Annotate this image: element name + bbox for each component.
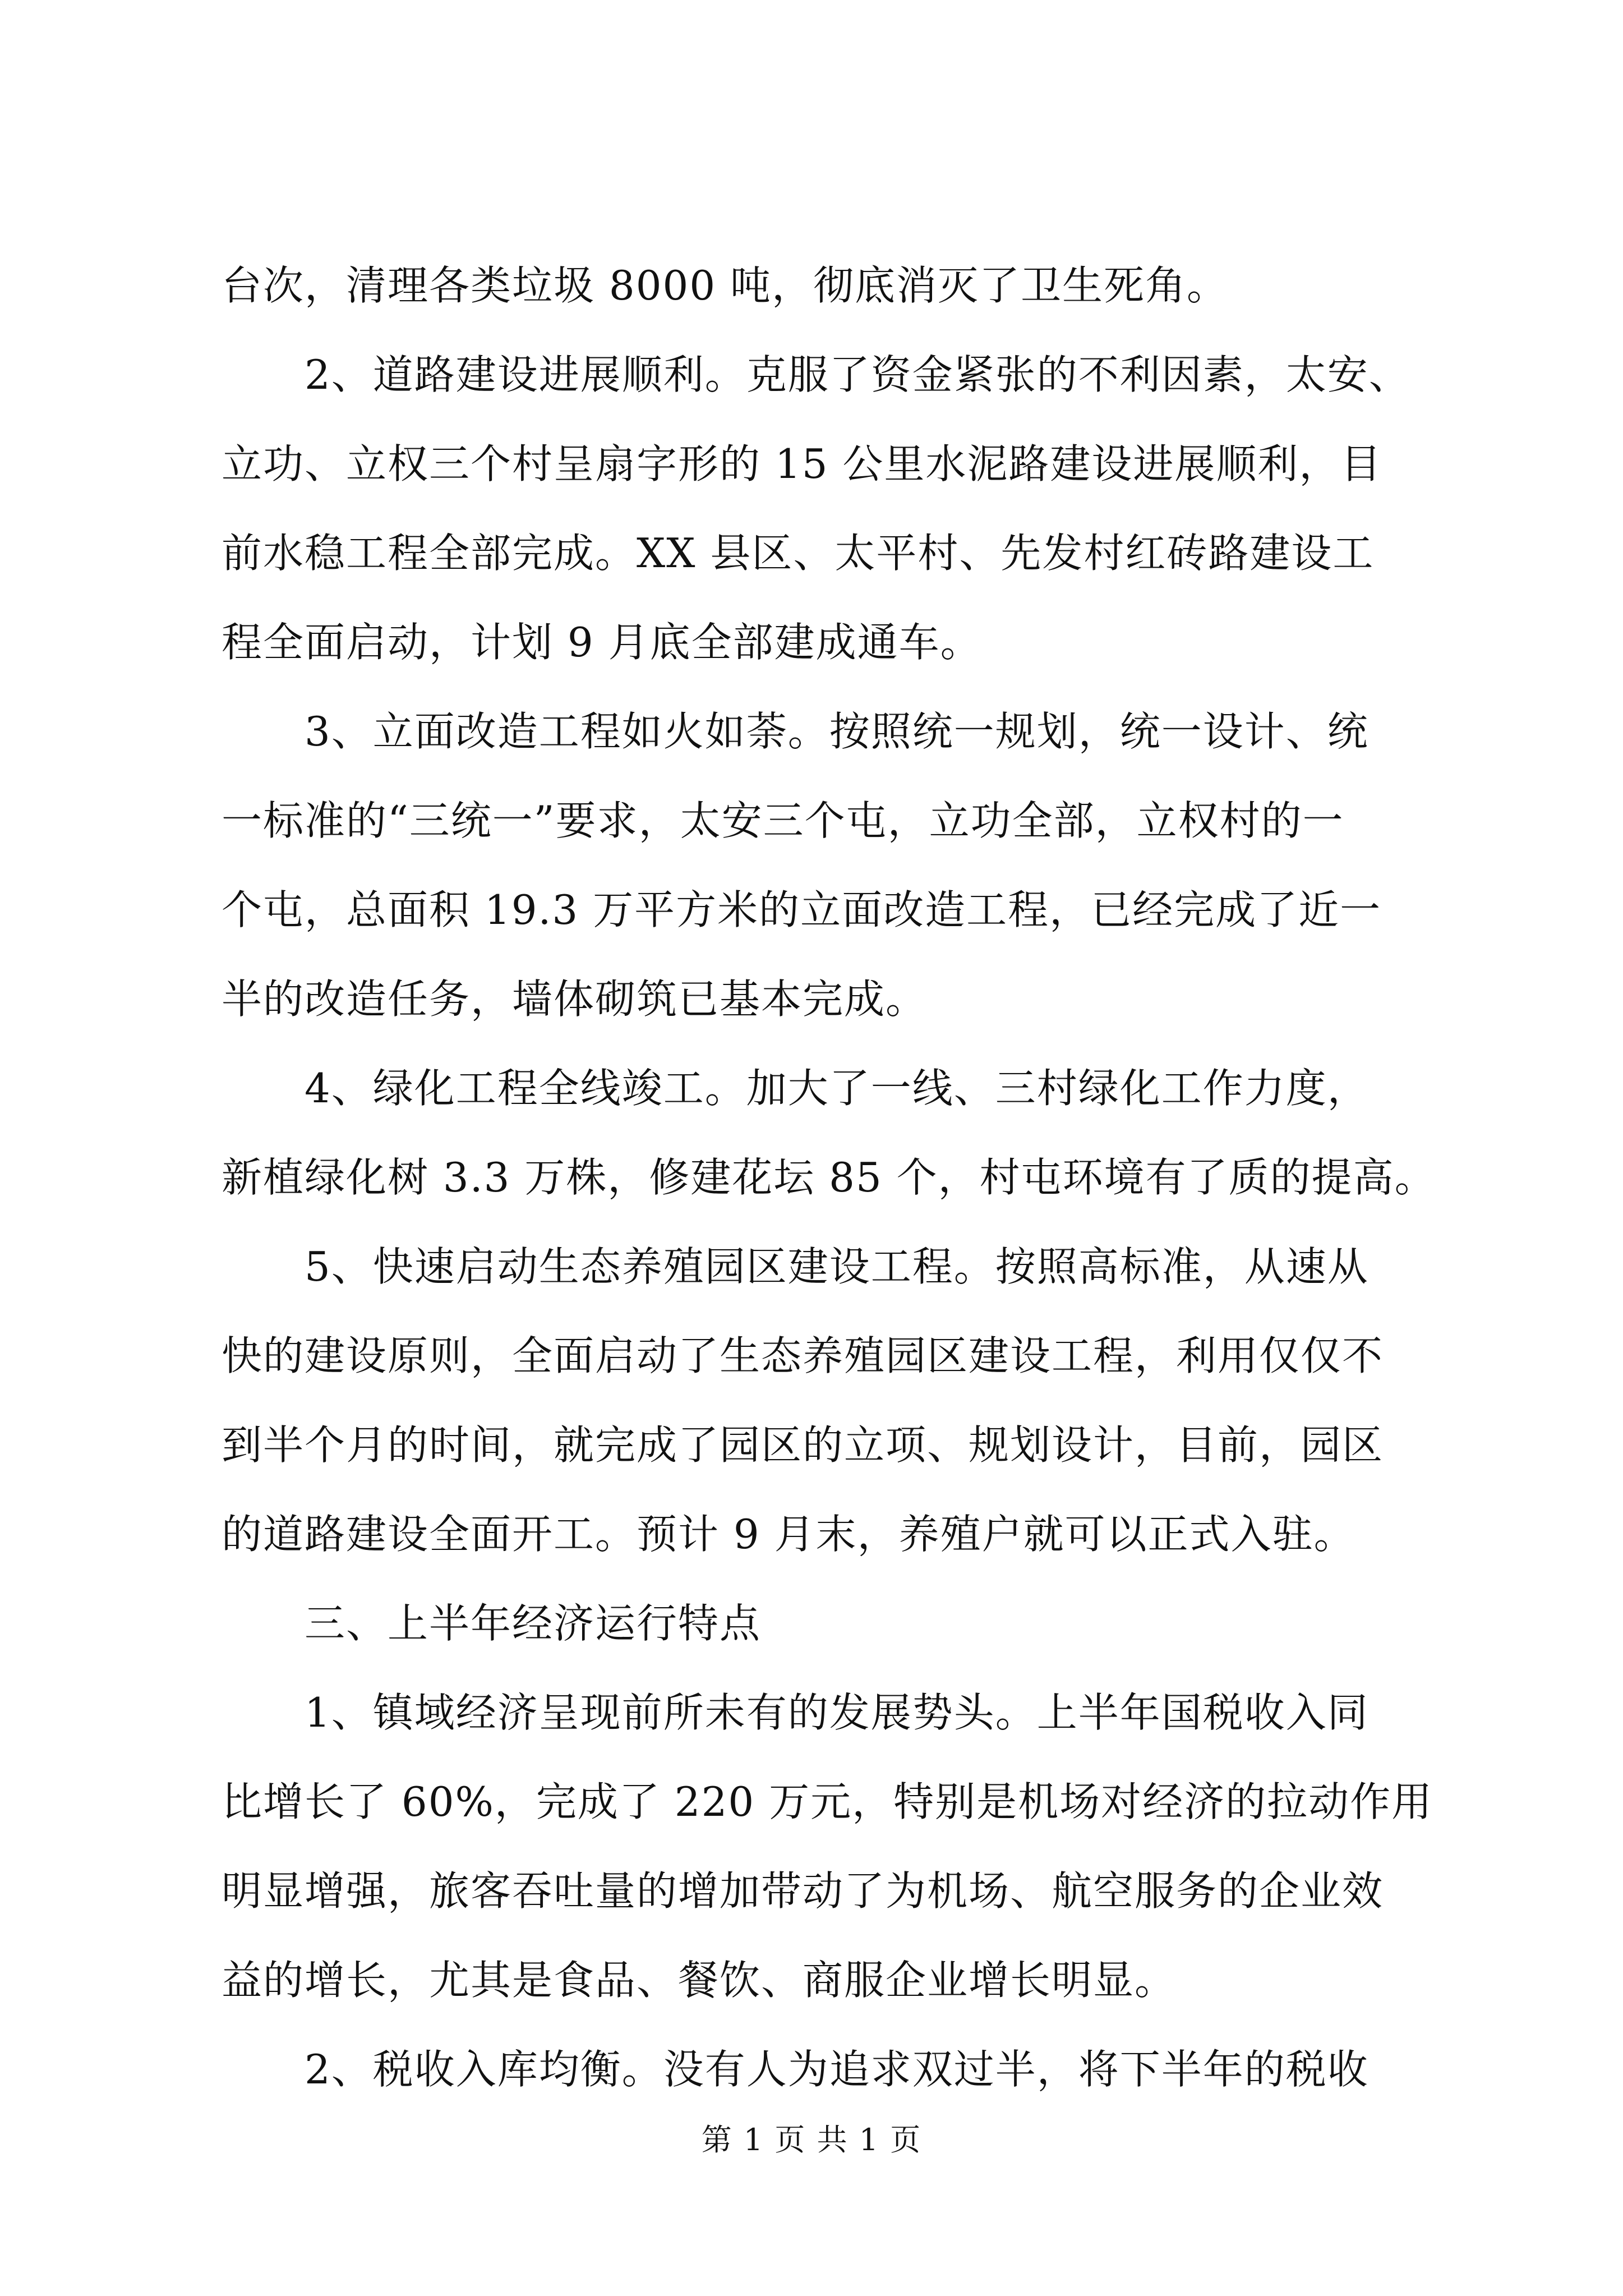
text-line: 台次，清理各类垃圾 8000 吨，彻底消灭了卫生死角。 [222,262,1229,309]
text-line: 4、绿化工程全线竣工。加大了一线、三村绿化工作力度， [305,1065,1369,1112]
page-number-label: 第 1 页 共 1 页 [701,2122,922,2157]
section-heading: 三、上半年经济运行特点 [305,1600,762,1647]
text-line: 半的改造任务，墙体砌筑已基本完成。 [222,976,928,1023]
text-line: 新植绿化树 3.3 万株，修建花坛 85 个，村屯环境有了质的提高。 [222,1154,1436,1201]
text-line: 快的建设原则，全面启动了生态养殖园区建设工程，利用仅仅不 [222,1332,1384,1379]
text-line: 一标准的“三统一”要求，太安三个屯，立功全部，立权村的一 [222,797,1344,844]
text-line: 1、镇域经济呈现前所未有的发展势头。上半年国税收入同 [305,1689,1369,1736]
text-line: 2、道路建设进展顺利。克服了资金紧张的不利因素，太安、 [305,351,1410,398]
page-footer [0,2120,1623,2160]
text-line: 2、税收入库均衡。没有人为追求双过半，将下半年的税收 [305,2046,1369,2093]
text-line: 3、立面改造工程如火如荼。按照统一规划，统一设计、统 [305,708,1369,755]
text-line: 比增长了 60%，完成了 220 万元，特别是机场对经济的拉动作用 [222,1778,1433,1825]
document-body [222,241,1444,2114]
text-line: 的道路建设全面开工。预计 9 月末，养殖户就可以正式入驻。 [222,1511,1355,1558]
text-line: 程全面启动，计划 9 月底全部建成通车。 [222,619,982,666]
text-line: 到半个月的时间，就完成了园区的立项、规划设计，目前，园区 [222,1421,1384,1469]
text-line: 明显增强，旅客吞吐量的增加带动了为机场、航空服务的企业效 [222,1867,1384,1915]
text-line: 5、快速启动生态养殖园区建设工程。按照高标准，从速从 [305,1243,1369,1290]
text-line: 益的增长，尤其是食品、餐饮、商服企业增长明显。 [222,1957,1177,2004]
text-line: 个屯，总面积 19.3 万平方米的立面改造工程，已经完成了近一 [222,886,1382,933]
text-line: 前水稳工程全部完成。XX 县区、太平村、先发村红砖路建设工 [222,530,1375,577]
text-line: 立功、立权三个村呈扇字形的 15 公里水泥路建设进展顺利，目 [222,440,1382,487]
